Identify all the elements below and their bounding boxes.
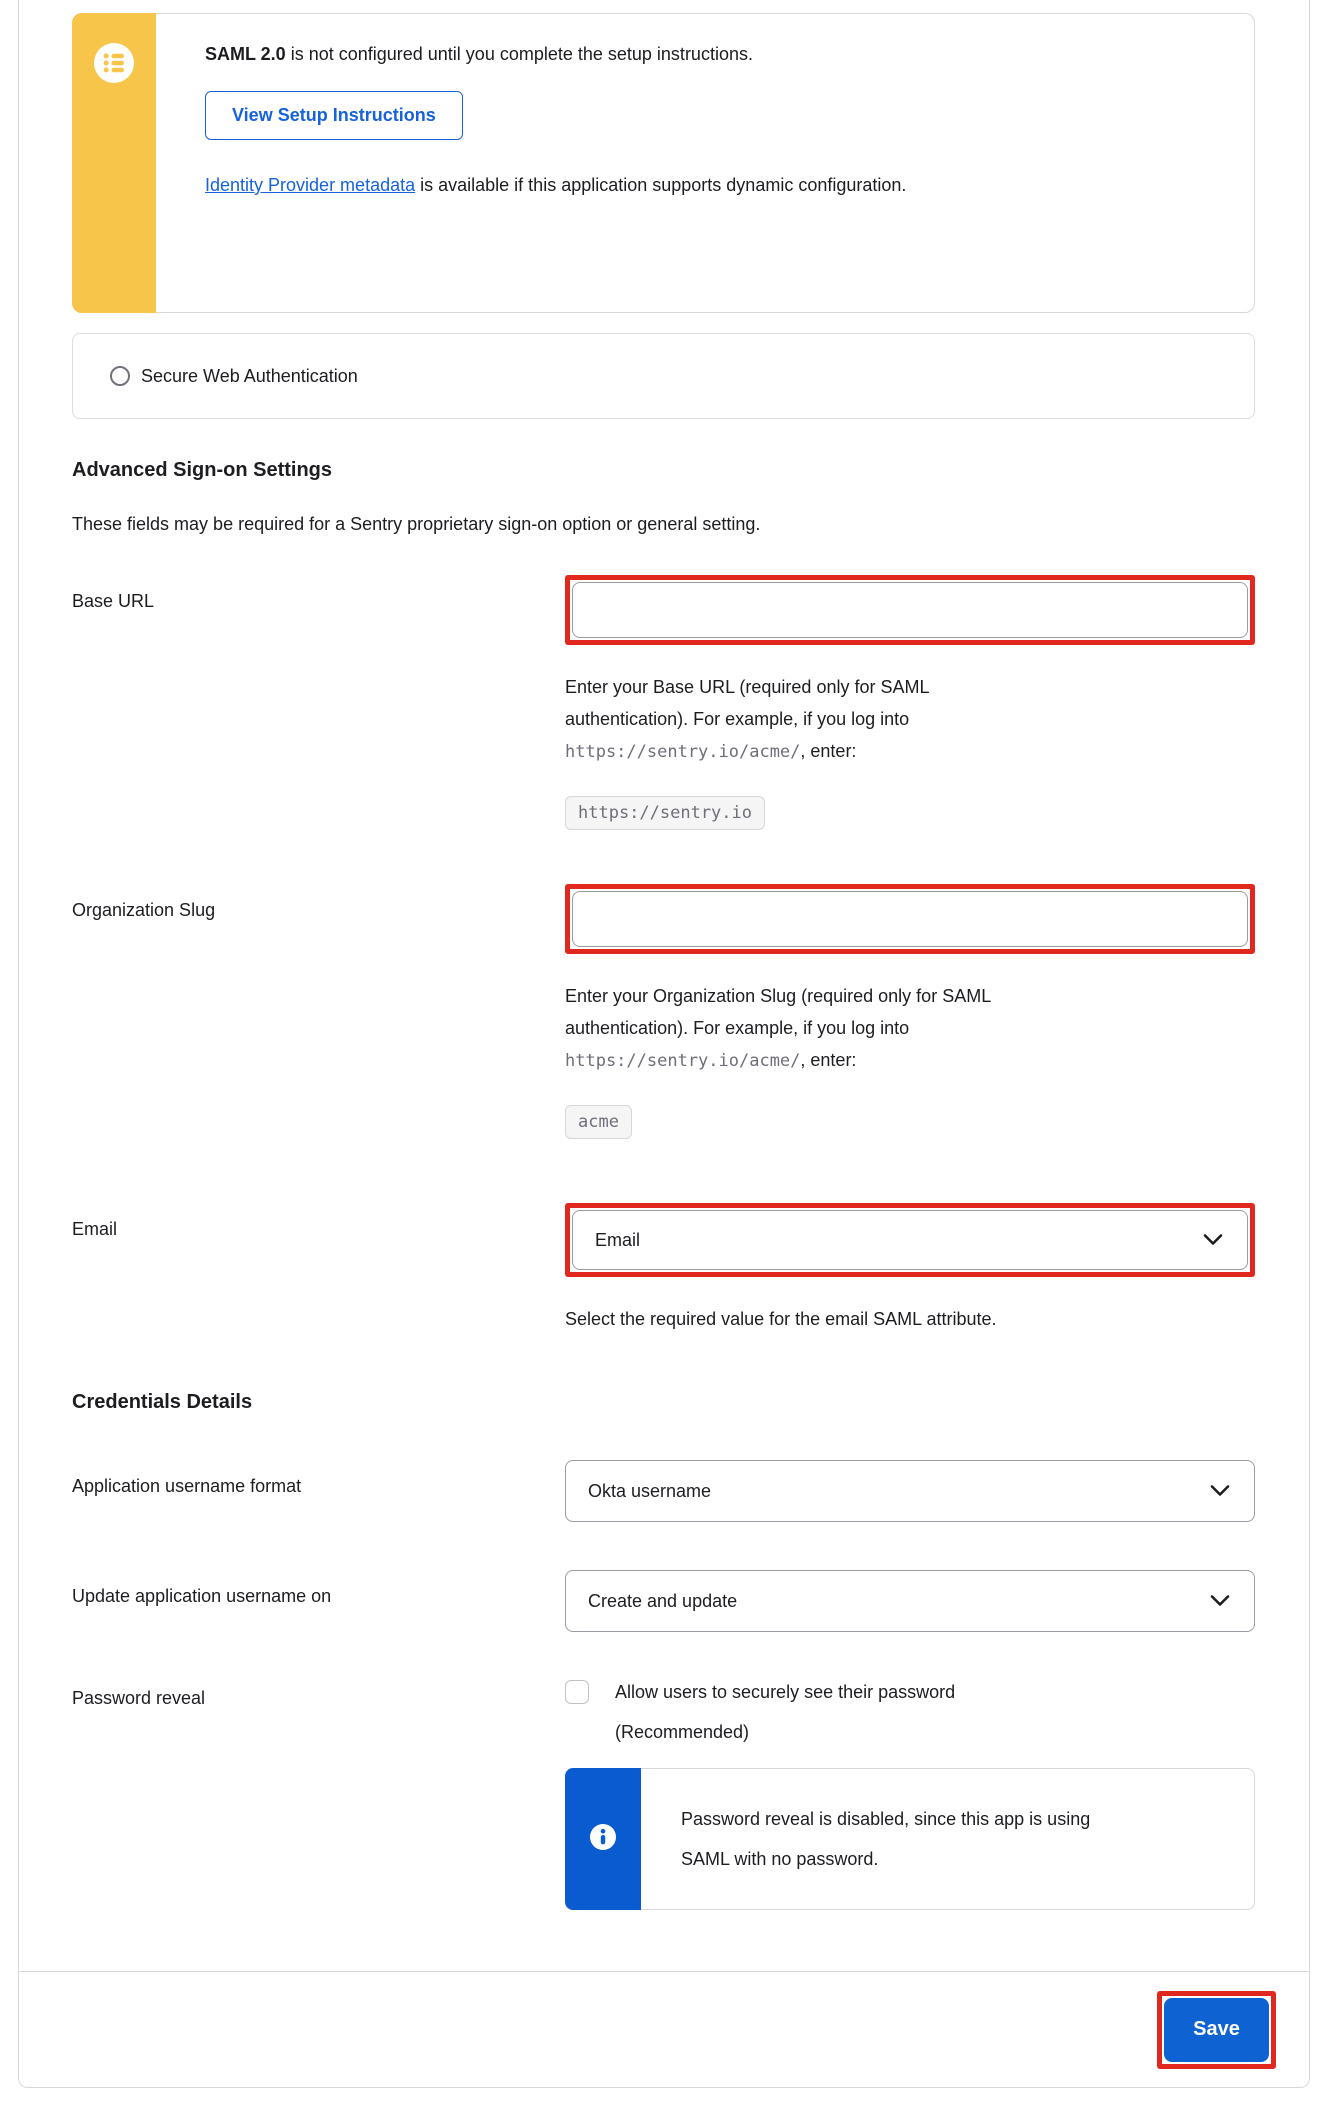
info-callout-body [641, 1768, 1255, 1910]
banner-message-rest: is not configured until you complete the setup instructions. [285, 44, 753, 64]
username-format-select[interactable] [565, 1460, 1255, 1522]
swa-radio-label: Secure Web Authentication [141, 365, 358, 386]
highlight-box-save [1157, 1991, 1276, 2069]
setup-list-icon [94, 13, 134, 313]
base-url-label: Base URL [72, 591, 155, 611]
organization-slug-control-col [565, 884, 1255, 1139]
info-callout-strip [565, 1768, 641, 1910]
username-format-row [72, 1460, 1255, 1522]
footer-bar [19, 1971, 1309, 2087]
highlight-box-email [565, 1203, 1255, 1277]
chevron-down-icon [1210, 1591, 1230, 1612]
password-reveal-control-col [565, 1672, 1255, 1910]
email-label: Email [72, 1219, 118, 1239]
swa-option-box [72, 333, 1255, 419]
chevron-down-icon [1210, 1481, 1230, 1502]
organization-slug-help-code: https://sentry.io/acme/ [565, 1051, 801, 1071]
advanced-signon-description: These fields may be required for a Sentry proprietary sign-on option or general setting. [72, 514, 761, 534]
organization-slug-row [72, 884, 1255, 1139]
base-url-help-code: https://sentry.io/acme/ [565, 742, 801, 762]
update-username-select[interactable] [565, 1570, 1255, 1632]
password-reveal-info-callout [565, 1768, 1255, 1910]
base-url-input[interactable] [572, 582, 1248, 638]
base-url-row [72, 575, 1255, 830]
chevron-down-icon [1203, 1230, 1223, 1251]
sign-on-settings-panel [18, 0, 1310, 2088]
password-reveal-row [72, 1672, 1255, 1910]
base-url-help-text: Enter your Base URL (required only for SAML authentication). For example, if you log into [565, 677, 929, 729]
email-select-value: Email [595, 1229, 641, 1250]
password-reveal-checkbox-row [565, 1672, 1255, 1752]
username-format-select-value: Okta username [588, 1480, 712, 1501]
organization-slug-input[interactable] [572, 891, 1248, 947]
banner-message [205, 44, 906, 65]
banner-warning-strip [72, 13, 156, 313]
email-help: Select the required value for the email SAML attribute. [565, 1309, 997, 1329]
email-select[interactable] [572, 1210, 1248, 1270]
base-url-control-col [565, 575, 1255, 830]
organization-slug-example-chip: acme [565, 1105, 632, 1139]
password-reveal-label: Password reveal [72, 1688, 206, 1708]
save-button[interactable]: Save [1164, 1998, 1269, 2062]
identity-provider-metadata-link[interactable]: Identity Provider metadata [205, 175, 416, 195]
email-control-col [565, 1203, 1255, 1335]
base-url-example-chip: https://sentry.io [565, 796, 765, 830]
banner-content [156, 14, 946, 312]
base-url-help [565, 671, 1017, 768]
advanced-signon-heading: Advanced Sign-on Settings [72, 459, 333, 481]
info-icon [590, 1824, 616, 1855]
password-reveal-checkbox-label: Allow users to securely see their password (Recommended) [615, 1682, 956, 1742]
metadata-paragraph-rest: is available if this application supports dynamic configuration. [415, 175, 907, 195]
username-format-label: Application username format [72, 1476, 302, 1496]
password-reveal-checkbox[interactable] [565, 1680, 589, 1704]
email-row [72, 1203, 1255, 1335]
highlight-box-base-url [565, 575, 1255, 645]
organization-slug-help-text: Enter your Organization Slug (required only for SAML authentication). For example, if you log into [565, 986, 991, 1038]
update-username-row [72, 1570, 1255, 1632]
organization-slug-help [565, 980, 1017, 1077]
organization-slug-help-suffix: , enter: [800, 1050, 857, 1070]
update-username-select-value: Create and update [588, 1590, 738, 1611]
view-setup-instructions-button[interactable]: View Setup Instructions [205, 91, 463, 140]
banner-message-bold: SAML 2.0 [205, 44, 286, 64]
saml-not-configured-banner [72, 13, 1255, 313]
info-callout-message: Password reveal is disabled, since this app is using SAML with no password. [681, 1809, 1091, 1869]
base-url-help-suffix: , enter: [800, 741, 857, 761]
credentials-details-heading: Credentials Details [72, 1391, 253, 1413]
organization-slug-label: Organization Slug [72, 900, 216, 920]
metadata-paragraph [205, 168, 906, 202]
swa-radio-button[interactable] [110, 366, 130, 386]
highlight-box-organization-slug [565, 884, 1255, 954]
update-username-label: Update application username on [72, 1586, 332, 1606]
